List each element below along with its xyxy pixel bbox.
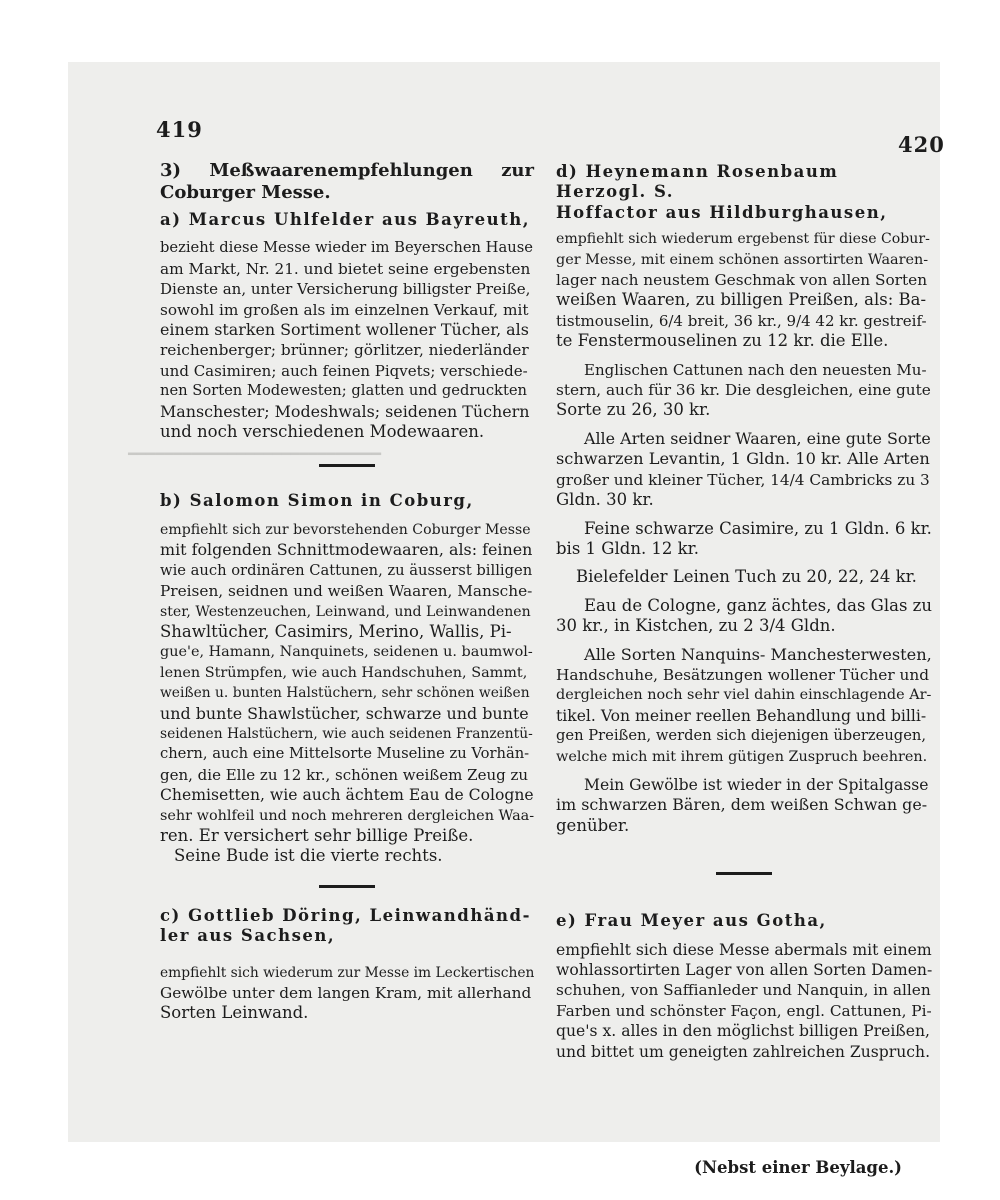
page-number-left: 419 bbox=[156, 117, 203, 142]
text-line: Bielefelder Leinen Tuch zu 20, 22, 24 kr. bbox=[576, 567, 917, 587]
page-number-right: 420 bbox=[898, 132, 945, 157]
advert-e-body bbox=[556, 940, 932, 1062]
text-line: gue'e, Hamann, Nanquinets, seidenen u. baumwol- bbox=[160, 644, 533, 661]
text-line: mit folgenden Schnittmodewaaren, als: feinen bbox=[160, 540, 533, 560]
advert-b-title: b) Salomon Simon in Coburg, bbox=[160, 491, 474, 511]
text-line: empfiehlt sich zur bevorstehenden Coburger Messe bbox=[160, 521, 531, 538]
text-line: Farben und schönster Façon, engl. Cattunen, Pi- bbox=[556, 1001, 932, 1020]
supplement-note: (Nebst einer Beylage.) bbox=[694, 1158, 902, 1178]
text-line: nen Sorten Modewesten; glatten und gedruckten bbox=[160, 382, 528, 400]
text-line: einem starken Sortiment wollener Tücher, als bbox=[160, 320, 529, 340]
advert-d-linen bbox=[556, 567, 932, 587]
text-line: Chemisetten, wie auch ächtem Eau de Cologne bbox=[160, 786, 534, 805]
section-heading: 3) Meßwaarenempfehlungen zur Coburger Messe. bbox=[160, 160, 534, 203]
text-line: schuhen, von Saffianleder und Nanquin, in allen bbox=[556, 981, 931, 1000]
left-column bbox=[160, 160, 534, 1024]
text-line: Manschester; Modeshwals; seidenen Tüchern bbox=[160, 401, 530, 421]
text-line: Alle Arten seidner Waaren, eine gute Sorte bbox=[584, 428, 931, 448]
text-line: welche mich mit ihrem gütigen Zuspruch beehren. bbox=[556, 748, 928, 765]
text-line: Shawltücher, Casimirs, Merino, Wallis, Pi- bbox=[160, 621, 512, 641]
text-line: lenen Strümpfen, wie auch Handschuhen, Sammt, bbox=[160, 664, 528, 681]
right-column bbox=[556, 162, 932, 1178]
text-line: und noch verschiedenen Modewaaren. bbox=[160, 422, 485, 442]
text-line: Dienste an, unter Versicherung billigster Preiße, bbox=[160, 280, 531, 299]
text-line: empfiehlt sich wiederum ergebenst für diese Cobur- bbox=[556, 231, 930, 248]
advert-d-cologne bbox=[556, 596, 932, 637]
bleed-through-texture: ━━━━━━━━━━━━━━━━━━━━━━━━━━━━ bbox=[128, 445, 381, 463]
advert-d-other bbox=[556, 645, 932, 767]
text-line: stern, auch für 36 kr. Die desgleichen, eine gute bbox=[556, 381, 931, 400]
text-line: Englischen Cattunen nach den neuesten Mu- bbox=[584, 360, 927, 379]
text-line: gen, die Elle zu 12 kr., schönen weißem Zeug zu bbox=[160, 765, 529, 784]
text-line: und bunte Shawlstücher, schwarze und bunte bbox=[160, 703, 529, 723]
text-line: genüber. bbox=[556, 815, 630, 835]
text-line: weißen Waaren, zu billigen Preißen, als: Ba- bbox=[556, 290, 927, 310]
advert-d-title: d) Heynemann Rosenbaum Herzogl. S. bbox=[556, 162, 839, 202]
advert-a-title: a) Marcus Uhlfelder aus Bayreuth, bbox=[160, 210, 530, 229]
text-line: am Markt, Nr. 21. und bietet seine ergebensten bbox=[160, 259, 531, 278]
text-line: bis 1 Gldn. 12 kr. bbox=[556, 538, 699, 558]
text-line: und bittet um geneigten zahlreichen Zuspruch. bbox=[556, 1042, 931, 1061]
text-line: empfiehlt sich wiederum zur Messe im Leckertischen bbox=[160, 964, 535, 981]
advert-d-cottons bbox=[556, 360, 932, 421]
text-line: weißen u. bunten Halstüchern, sehr schönen weißen bbox=[160, 685, 530, 702]
text-line: bezieht diese Messe wieder im Beyerschen Hause bbox=[160, 239, 533, 257]
text-line: Eau de Cologne, ganz ächtes, das Glas zu bbox=[584, 595, 932, 615]
text-line: Alle Sorten Nanquins- Manchesterwesten, bbox=[584, 644, 932, 664]
text-line: reichenberger; brünner; görlitzer, niederländer bbox=[160, 341, 529, 360]
text-line: sehr wohlfeil und noch mehreren dergleichen Waa- bbox=[160, 807, 535, 824]
advert-c-title: c) Gottlieb Döring, Leinwandhänd- bbox=[160, 905, 531, 925]
advert-d-title-continued: Hoffactor aus Hildburghausen, bbox=[556, 202, 888, 222]
divider-rule bbox=[319, 885, 375, 888]
text-line: chern, auch eine Mittelsorte Museline zu Vorhän- bbox=[160, 745, 530, 763]
text-line: Gewölbe unter dem langen Kram, mit allerhand bbox=[160, 984, 532, 1002]
text-line: te Fenstermouselinen zu 12 kr. die Elle. bbox=[556, 331, 889, 351]
text-line: 30 kr., in Kistchen, zu 2 3/4 Gldn. bbox=[556, 616, 836, 636]
text-line: Sorten Leinwand. bbox=[160, 1003, 309, 1023]
text-line: Preisen, seidnen und weißen Waaren, Mansche- bbox=[160, 582, 533, 601]
advert-b-closing: Seine Bude ist die vierte rechts. bbox=[174, 846, 443, 866]
advert-d-casimire bbox=[556, 519, 932, 560]
text-line: Sorte zu 26, 30 kr. bbox=[556, 400, 711, 420]
text-line: wohlassortirten Lager von allen Sorten Damen- bbox=[556, 961, 933, 979]
text-line: ren. Er versichert sehr billige Preiße. bbox=[160, 825, 474, 845]
text-line: gen Preißen, werden sich diejenigen überzeugen, bbox=[556, 727, 927, 745]
advert-d-silks bbox=[556, 429, 932, 511]
text-line: lager nach neustem Geschmak von allen Sorten bbox=[556, 271, 928, 290]
text-line: empfiehlt sich diese Messe abermals mit einem bbox=[556, 940, 932, 959]
advert-d-body bbox=[556, 229, 932, 351]
advert-c-title-continued: ler aus Sachsen, bbox=[160, 926, 336, 946]
text-line: Mein Gewölbe ist wieder in der Spitalgasse bbox=[584, 775, 929, 794]
newspaper-page bbox=[68, 62, 945, 1178]
text-line: Feine schwarze Casimire, zu 1 Gldn. 6 kr. bbox=[584, 518, 932, 538]
text-line: schwarzen Levantin, 1 Gldn. 10 kr. Alle Arten bbox=[556, 449, 930, 469]
text-line: ger Messe, mit einem schönen assortirten Waaren- bbox=[556, 251, 929, 268]
text-line: großer und kleiner Tücher, 14/4 Cambricks zu 3 bbox=[556, 470, 930, 489]
text-line: ster, Westenzeuchen, Leinwand, und Leinwandenen bbox=[160, 603, 531, 620]
divider-rule bbox=[716, 872, 772, 875]
text-line: im schwarzen Bären, dem weißen Schwan ge- bbox=[556, 795, 928, 815]
text-line: tistmouselin, 6/4 breit, 36 kr., 9/4 42 kr. gestreif- bbox=[556, 311, 927, 330]
text-line: wie auch ordinären Cattunen, zu äusserst billigen bbox=[160, 561, 533, 579]
advert-c-body bbox=[160, 963, 534, 1024]
text-line: tikel. Von meiner reellen Behandlung und billi- bbox=[556, 706, 927, 725]
text-line: que's x. alles in den möglichst billigen Preißen, bbox=[556, 1022, 930, 1041]
divider-rule bbox=[319, 464, 375, 467]
advert-d-location bbox=[556, 775, 932, 836]
text-line: Handschuhe, Besätzungen wollener Tücher und bbox=[556, 665, 930, 684]
advert-a-body bbox=[160, 238, 534, 442]
advert-b-body bbox=[160, 520, 534, 867]
text-line: sowohl im großen als im einzelnen Verkauf, mit bbox=[160, 300, 529, 319]
text-line: seidenen Halstüchern, wie auch seidenen Franzentü- bbox=[160, 725, 533, 742]
advert-e-title: e) Frau Meyer aus Gotha, bbox=[556, 911, 827, 931]
text-line: dergleichen noch sehr viel dahin einschlagende Ar- bbox=[556, 687, 932, 704]
text-line: Gldn. 30 kr. bbox=[556, 490, 654, 510]
text-line: und Casimiren; auch feinen Piqvets; verschiede- bbox=[160, 361, 528, 380]
